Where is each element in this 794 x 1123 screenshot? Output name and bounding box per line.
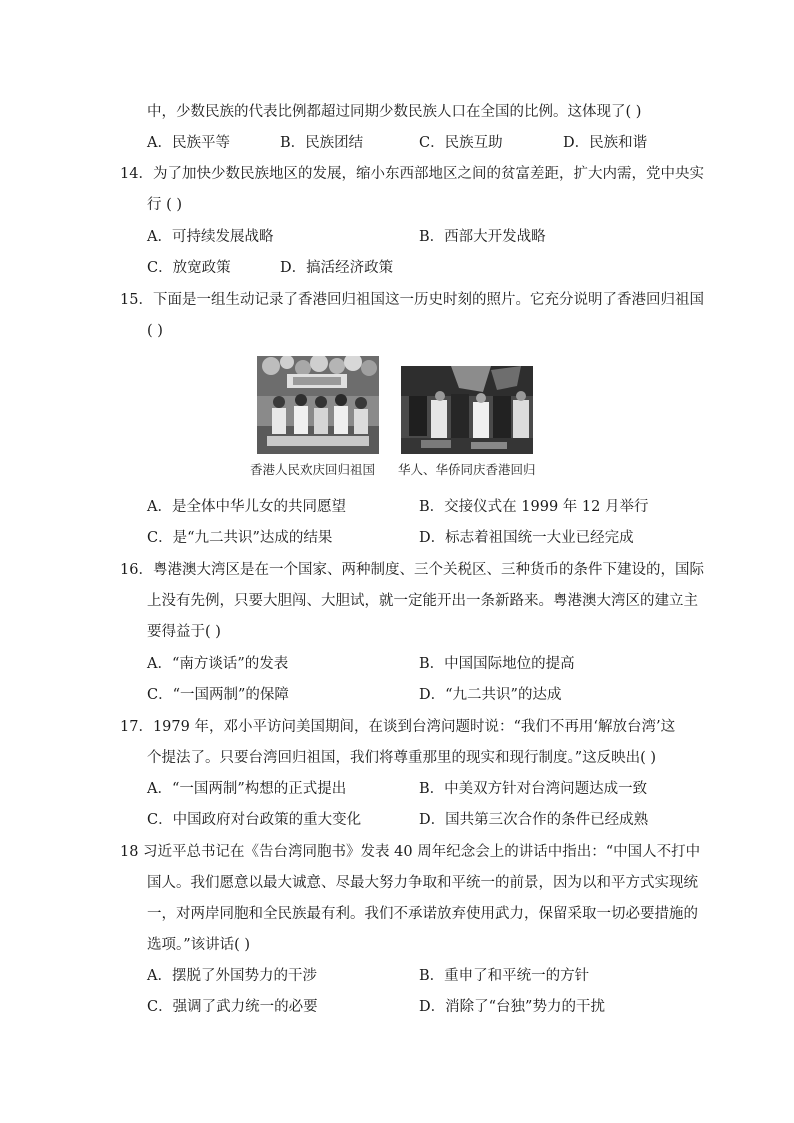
q15-stem-line1: 15．下面是一组生动记录了香港回归祖国这一历史时刻的照片。它充分说明了香港回归祖国 — [120, 292, 704, 308]
q17-option-b: B．中美双方针对台湾问题达成一致 — [419, 781, 648, 797]
q15-stem-line2: ( ) — [147, 323, 163, 339]
q14-stem-line1: 14．为了加快少数民族地区的发展，缩小东西部地区之间的贫富差距，扩大内需，党中央实 — [120, 166, 704, 182]
q15-option-b: B．交接仪式在 1999 年 12 月举行 — [419, 499, 649, 515]
q17-option-a: A．“一国两制”构想的正式提出 — [147, 781, 347, 797]
q15-option-c: C．是“九二共识”达成的结果 — [147, 530, 333, 546]
q13-option-b: B．民族团结 — [280, 135, 364, 151]
q18-option-b: B．重申了和平统一的方针 — [419, 968, 590, 984]
q16-stem-line3: 要得益于( ) — [147, 624, 221, 640]
q16-option-a: A．“南方谈话”的发表 — [147, 656, 289, 672]
q18-stem-line3: 一，对两岸同胞和全民族最有利。我们不承诺放弃使用武力，保留采取一切必要措施的 — [147, 906, 698, 922]
q16-option-c: C．“一国两制”的保障 — [147, 687, 289, 703]
overseas-chinese-celebration-image — [401, 366, 533, 454]
q18-stem-line4: 选项。”该讲话( ) — [147, 937, 251, 953]
hong-kong-celebration-image — [257, 356, 379, 454]
q17-stem-line2: 个提法了。只要台湾回归祖国，我们将尊重那里的现实和现行制度。”这反映出( ) — [147, 750, 657, 766]
q17-option-d: D．国共第三次合作的条件已经成熟 — [419, 812, 649, 828]
q16-option-b: B．中国国际地位的提高 — [419, 656, 575, 672]
q16-option-d: D．“九二共识”的达成 — [419, 687, 562, 703]
q18-stem-line2: 国人。我们愿意以最大诚意、尽最大努力争取和平统一的前景，因为以和平方式实现统 — [147, 875, 698, 891]
q13-option-a: A．民族平等 — [147, 135, 230, 151]
q16-stem-line1: 16．粤港澳大湾区是在一个国家、两种制度、三个关税区、三种货币的条件下建设的，国际 — [120, 562, 704, 578]
photo-caption-1: 香港人民欢庆回归祖国 — [250, 462, 376, 477]
q14-stem-line2: 行 ( ) — [147, 197, 183, 213]
q18-option-d: D．消除了“台独”势力的干扰 — [419, 999, 605, 1015]
hong-kong-celebration-photo — [257, 356, 379, 454]
q14-option-c: C．放宽政策 — [147, 260, 231, 276]
q14-option-b: B．西部大开发战略 — [419, 229, 546, 245]
q15-option-d: D．标志着祖国统一大业已经完成 — [419, 530, 634, 546]
q14-option-d: D．搞活经济政策 — [280, 260, 394, 276]
q13-stem: 中，少数民族的代表比例都超过同期少数民族人口在全国的比例。这体现了( ) — [147, 104, 642, 120]
q18-stem-line1: 18 习近平总书记在《告台湾同胞书》发表 40 周年纪念会上的讲话中指出：“中国人不打中 — [120, 844, 701, 860]
q14-option-a: A．可持续发展战略 — [147, 229, 274, 245]
photo-caption-2: 华人、华侨同庆香港回归 — [398, 462, 536, 477]
q15-option-a: A．是全体中华儿女的共同愿望 — [147, 499, 346, 515]
q18-option-a: A．摆脱了外国势力的干涉 — [147, 968, 317, 984]
q17-option-c: C．中国政府对台政策的重大变化 — [147, 812, 362, 828]
q16-stem-line2: 上没有先例，只要大胆闯、大胆试，就一定能开出一条新路来。粤港澳大湾区的建立主 — [147, 593, 698, 609]
q18-option-c: C．强调了武力统一的必要 — [147, 999, 318, 1015]
q13-option-c: C．民族互助 — [419, 135, 503, 151]
q13-option-d: D．民族和谐 — [563, 135, 648, 151]
q17-stem-line1: 17．1979 年，邓小平访问美国期间，在谈到台湾问题时说：“我们不再用‘解放台湾’这 — [120, 719, 676, 735]
overseas-chinese-celebration-photo — [401, 366, 533, 454]
